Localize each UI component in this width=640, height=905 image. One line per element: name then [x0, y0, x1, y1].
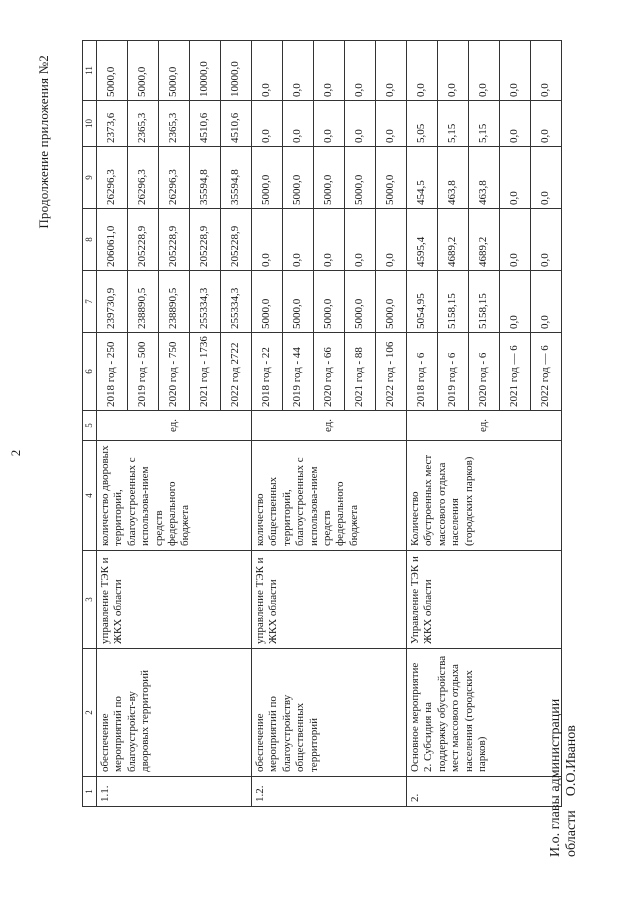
federal-budget: 0,0 [283, 209, 314, 271]
regional-budget: 5000,0 [252, 147, 283, 209]
program-table [82, 40, 562, 807]
column-number: 1 [83, 777, 97, 807]
measure-name: Основное мероприятие 2. Субсидия на поддержку обустройства мест массового отдыха населения (городских парков) [407, 649, 562, 777]
regional-budget: 454,5 [407, 147, 438, 209]
extra-budget: 0,0 [314, 41, 345, 101]
measure-name: обеспечение мероприятий по благоустройст-ву дворовых территорий [97, 649, 252, 777]
total-funding: 5000,0 [345, 271, 376, 333]
extra-budget: 5000,0 [159, 41, 190, 101]
indicator: количество общественных территорий, благоустроенных с использова-нием средств федерального бюджета [252, 441, 407, 551]
extra-budget: 10000,0 [221, 41, 252, 101]
total-funding: 5158,15 [438, 271, 469, 333]
federal-budget: 0,0 [345, 209, 376, 271]
local-budget: 4510,6 [221, 101, 252, 147]
total-funding: 255334,3 [221, 271, 252, 333]
year-target: 2018 год - 6 [407, 333, 438, 411]
executor: управление ТЭК и ЖКХ области [97, 551, 252, 649]
regional-budget: 463,8 [469, 147, 500, 209]
executor: управление ТЭК и ЖКХ области [252, 551, 407, 649]
extra-budget: 0,0 [283, 41, 314, 101]
column-number: 8 [83, 209, 97, 271]
regional-budget: 0,0 [531, 147, 562, 209]
local-budget: 0,0 [283, 101, 314, 147]
item-number: 2. [407, 777, 562, 807]
regional-budget: 26296,3 [97, 147, 128, 209]
local-budget: 0,0 [376, 101, 407, 147]
regional-budget: 26296,3 [159, 147, 190, 209]
column-number: 10 [83, 101, 97, 147]
column-number: 4 [83, 441, 97, 551]
federal-budget: 0,0 [376, 209, 407, 271]
federal-budget: 205228,9 [190, 209, 221, 271]
signature-position: И.о. главы администрации [548, 698, 563, 857]
local-budget: 5,15 [469, 101, 500, 147]
table-row [97, 41, 128, 807]
regional-budget: 26296,3 [128, 147, 159, 209]
local-budget: 2365,3 [128, 101, 159, 147]
total-funding: 239730,9 [97, 271, 128, 333]
total-funding: 5000,0 [252, 271, 283, 333]
extra-budget: 0,0 [345, 41, 376, 101]
local-budget: 0,0 [500, 101, 531, 147]
local-budget: 0,0 [531, 101, 562, 147]
federal-budget: 4689,2 [469, 209, 500, 271]
table-row [252, 41, 283, 807]
regional-budget: 5000,0 [376, 147, 407, 209]
year-target: 2019 год - 44 [283, 333, 314, 411]
total-funding: 5158,15 [469, 271, 500, 333]
signature-name: О.О.Иванов [564, 725, 580, 797]
total-funding: 238890,5 [159, 271, 190, 333]
total-funding: 238890,5 [128, 271, 159, 333]
column-number: 7 [83, 271, 97, 333]
indicator: Количество обустроенных мест массового отдыха населения (городских парков) [407, 441, 562, 551]
local-budget: 4510,6 [190, 101, 221, 147]
item-number: 1.2. [252, 777, 407, 807]
federal-budget: 4689,2 [438, 209, 469, 271]
year-target: 2020 год - 66 [314, 333, 345, 411]
federal-budget: 206061,0 [97, 209, 128, 271]
unit: ед. [407, 411, 562, 441]
signature-block [548, 699, 580, 857]
column-number: 9 [83, 147, 97, 209]
federal-budget: 205228,9 [221, 209, 252, 271]
federal-budget: 4595,4 [407, 209, 438, 271]
year-target: 2022 год 2722 [221, 333, 252, 411]
unit: ед. [252, 411, 407, 441]
unit: ед. [97, 411, 252, 441]
year-target: 2022 год - 106 [376, 333, 407, 411]
year-target: 2018 год - 250 [97, 333, 128, 411]
year-target: 2021 год — 6 [500, 333, 531, 411]
federal-budget: 0,0 [500, 209, 531, 271]
federal-budget: 205228,9 [128, 209, 159, 271]
year-target: 2019 год - 6 [438, 333, 469, 411]
regional-budget: 35594,8 [190, 147, 221, 209]
regional-budget: 5000,0 [314, 147, 345, 209]
year-target: 2019 год - 500 [128, 333, 159, 411]
total-funding: 5000,0 [283, 271, 314, 333]
regional-budget: 463,8 [438, 147, 469, 209]
total-funding: 0,0 [500, 271, 531, 333]
year-target: 2022 год — 6 [531, 333, 562, 411]
local-budget: 0,0 [345, 101, 376, 147]
regional-budget: 0,0 [500, 147, 531, 209]
extra-budget: 0,0 [438, 41, 469, 101]
column-number: 6 [83, 333, 97, 411]
federal-budget: 0,0 [531, 209, 562, 271]
page-number: 2 [8, 449, 23, 457]
extra-budget: 10000,0 [190, 41, 221, 101]
item-number: 1.1. [97, 777, 252, 807]
total-funding: 255334,3 [190, 271, 221, 333]
local-budget: 5,05 [407, 101, 438, 147]
column-number: 11 [83, 41, 97, 101]
total-funding: 5000,0 [376, 271, 407, 333]
column-number: 5 [83, 411, 97, 441]
year-target: 2021 год - 1736 [190, 333, 221, 411]
total-funding: 0,0 [531, 271, 562, 333]
extra-budget: 0,0 [531, 41, 562, 101]
extra-budget: 0,0 [407, 41, 438, 101]
total-funding: 5000,0 [314, 271, 345, 333]
regional-budget: 5000,0 [345, 147, 376, 209]
total-funding: 5054,95 [407, 271, 438, 333]
extra-budget: 0,0 [252, 41, 283, 101]
table-row [407, 41, 438, 807]
extra-budget: 5000,0 [97, 41, 128, 101]
appendix-title: Продолжение приложения №2 [36, 55, 51, 229]
measure-name: обеспечение мероприятий по благоустройству общественных территорий [252, 649, 407, 777]
column-number: 2 [83, 649, 97, 777]
federal-budget: 205228,9 [159, 209, 190, 271]
extra-budget: 5000,0 [128, 41, 159, 101]
signature-org: области [564, 810, 580, 857]
column-number: 3 [83, 551, 97, 649]
local-budget: 2373,6 [97, 101, 128, 147]
indicator: количество дворовых территорий, благоустроенных с использова-нием средств федерального бюджета [97, 441, 252, 551]
column-number-row [83, 41, 97, 807]
local-budget: 5,15 [438, 101, 469, 147]
extra-budget: 0,0 [376, 41, 407, 101]
year-target: 2018 год - 22 [252, 333, 283, 411]
regional-budget: 5000,0 [283, 147, 314, 209]
federal-budget: 0,0 [314, 209, 345, 271]
local-budget: 0,0 [252, 101, 283, 147]
federal-budget: 0,0 [252, 209, 283, 271]
year-target: 2021 год - 88 [345, 333, 376, 411]
extra-budget: 0,0 [500, 41, 531, 101]
year-target: 2020 год - 6 [469, 333, 500, 411]
extra-budget: 0,0 [469, 41, 500, 101]
local-budget: 2365,3 [159, 101, 190, 147]
local-budget: 0,0 [314, 101, 345, 147]
regional-budget: 35594,8 [221, 147, 252, 209]
executor: Управление ТЭК и ЖКХ области [407, 551, 562, 649]
year-target: 2020 год - 750 [159, 333, 190, 411]
